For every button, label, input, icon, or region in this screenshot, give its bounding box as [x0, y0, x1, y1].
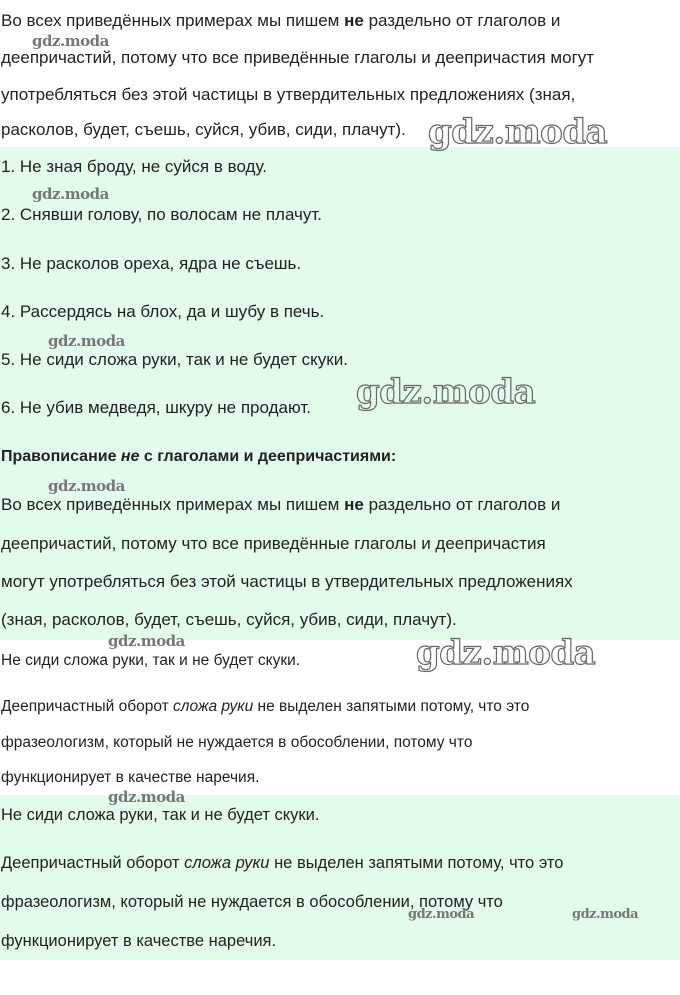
text-span: Правописание	[1, 448, 121, 465]
watermark: gdz.moda	[572, 907, 639, 922]
particle-ne: не	[344, 11, 364, 30]
proverb-item: 4. Рассердясь на блох, да и шубу в печь.	[1, 302, 325, 321]
text-span: Деепричастный оборот	[1, 854, 185, 872]
text-span: не выделен запятыми потому, что это	[269, 854, 564, 872]
text-span: Деепричастный оборот	[1, 698, 174, 715]
proverb-item: 2. Снявши голову, по волосам не плачут.	[1, 205, 323, 224]
explain-line-3: функционирует в качестве наречия.	[1, 769, 260, 786]
proverb-item: 5. Не сиди сложа руки, так и не будет скуки.	[1, 350, 348, 369]
explain-line-3: функционирует в качестве наречия.	[1, 932, 277, 950]
watermark: gdz.moda	[108, 788, 185, 806]
rule-line-2: деепричастий, потому что все приведённые глаголы и деепричастия	[1, 534, 546, 553]
proverb-item: 1. Не зная броду, не суйся в воду.	[1, 157, 267, 176]
proverb-item: 6. Не убив медведя, шкуру не продают.	[1, 398, 311, 417]
text-span: раздельно от глаголов и	[363, 495, 561, 514]
rule-heading	[1, 447, 396, 467]
phrase-italic: сложа руки	[184, 854, 270, 872]
phrase-italic: сложа руки	[173, 698, 254, 715]
watermark: gdz.moda	[108, 632, 185, 650]
rule-line-4: (зная, расколов, будет, съешь, суйся, убив, сиди, плачут).	[1, 610, 457, 629]
text-span: раздельно от глаголов и	[363, 11, 561, 30]
particle-ne: не	[120, 448, 140, 465]
text-span: Во всех приведённых примерах мы пишем	[1, 495, 345, 514]
explain-line-2: фразеологизм, который не нуждается в обособлении, потому что	[1, 893, 503, 911]
explain-line-1	[1, 697, 529, 717]
intro-line-3: употребляться без этой частицы в утвердительных предложениях (зная,	[1, 85, 576, 104]
text-span: с глаголами и деепричастиями:	[139, 448, 397, 465]
explain-line-1	[1, 853, 563, 873]
example-sentence: Не сиди сложа руки, так и не будет скуки.	[1, 806, 320, 824]
intro-line-2: деепричастий, потому что все приведённые глаголы и деепричастия могут	[1, 48, 595, 67]
watermark: gdz.moda	[428, 112, 608, 152]
watermark: gdz.moda	[32, 185, 109, 203]
watermark: gdz.moda	[408, 907, 475, 922]
proverb-item: 3. Не расколов ореха, ядра не съешь.	[1, 254, 302, 273]
example-sentence: Не сиди сложа руки, так и не будет скуки.	[1, 652, 301, 669]
intro-line-1	[1, 11, 560, 31]
text-span: не выделен запятыми потому, что это	[253, 698, 530, 715]
particle-ne: не	[344, 495, 364, 514]
watermark: gdz.moda	[48, 332, 125, 350]
rule-line-1	[1, 495, 560, 515]
intro-line-4: расколов, будет, съешь, суйся, убив, сиди, плачут).	[1, 120, 406, 139]
watermark: gdz.moda	[356, 372, 536, 412]
watermark: gdz.moda	[416, 633, 596, 673]
rule-line-3: могут употребляться без этой частицы в утвердительных предложениях	[1, 572, 573, 591]
explain-line-2: фразеологизм, который не нуждается в обособлении, потому что	[1, 734, 473, 751]
text-span: Во всех приведённых примерах мы пишем	[1, 11, 345, 30]
watermark: gdz.moda	[32, 32, 109, 50]
watermark: gdz.moda	[48, 477, 125, 495]
